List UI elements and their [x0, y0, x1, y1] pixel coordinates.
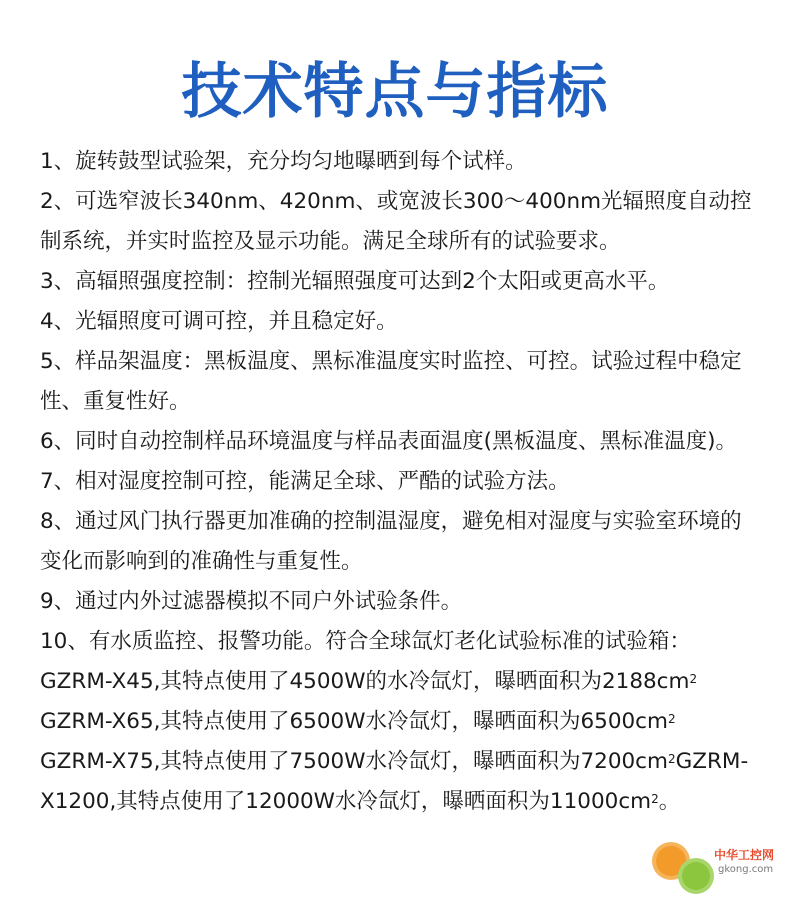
watermark-url: gkong.com [718, 864, 774, 875]
spec-gzrm-x1200-sup: 2 [651, 792, 659, 806]
spec-gzrm-x75-text: GZRM-X75,其特点使用了7500W水冷氙灯，曝晒面积为7200cm [40, 749, 668, 774]
spec-gzrm-x45 [40, 662, 762, 702]
spec-gzrm-x45-sup: 2 [689, 672, 698, 686]
feature-item-5: 5、样品架温度：黑板温度、黑标准温度实时监控、可控。试验过程中稳定性、重复性好。 [40, 349, 742, 414]
watermark-logo [648, 842, 778, 894]
spec-gzrm-x1200-text: GZRM-X1200,其特点使用了12000W水冷氙灯，曝晒面积为11000cm [40, 749, 749, 814]
spec-gzrm-x75-x1200 [40, 742, 762, 822]
watermark-name: 中华工控网 [714, 848, 775, 862]
feature-item-10: 10、有水质监控、报警功能。符合全球氙灯老化试验标准的试验箱： [40, 629, 691, 654]
spec-gzrm-x65-sup: 2 [667, 712, 676, 726]
feature-item-4: 4、光辐照度可调可控，并且稳定好。 [40, 309, 398, 334]
feature-item-7: 7、相对湿度控制可控，能满足全球、严酷的试验方法。 [40, 469, 570, 494]
feature-item-3: 3、高辐照强度控制：控制光辐照强度可达到2个太阳或更高水平。 [40, 269, 670, 294]
feature-item-1: 1、旋转鼓型试验架，充分均匀地曝晒到每个试样。 [40, 149, 527, 174]
spec-gzrm-x45-text: GZRM-X45,其特点使用了4500W的水冷氙灯，曝晒面积为2188cm [40, 669, 690, 694]
green-gear-icon [682, 862, 710, 890]
feature-item-9: 9、通过内外过滤器模拟不同户外试验条件。 [40, 589, 463, 614]
spec-gzrm-x65-text: GZRM-X65,其特点使用了6500W水冷氙灯，曝晒面积为6500cm [40, 709, 668, 734]
feature-item-8: 8、通过风门执行器更加准确的控制温湿度，避免相对湿度与实验室环境的变化而影响到的准确性与重复性。 [40, 509, 742, 574]
spec-gzrm-x65 [40, 702, 762, 742]
page-title: 技术特点与指标 [181, 57, 609, 127]
feature-item-2: 2、可选窄波长340nm、420nm、或宽波长300～400nm光辐照度自动控制系统，并实时监控及显示功能。满足全球所有的试验要求。 [40, 189, 752, 254]
spec-gzrm-x1200-end: 。 [658, 789, 681, 814]
feature-item-6: 6、同时自动控制样品环境温度与样品表面温度(黑板温度、黑标准温度)。 [40, 429, 737, 454]
spec-gzrm-x75-sup: 2 [667, 752, 676, 766]
feature-list [40, 142, 762, 822]
